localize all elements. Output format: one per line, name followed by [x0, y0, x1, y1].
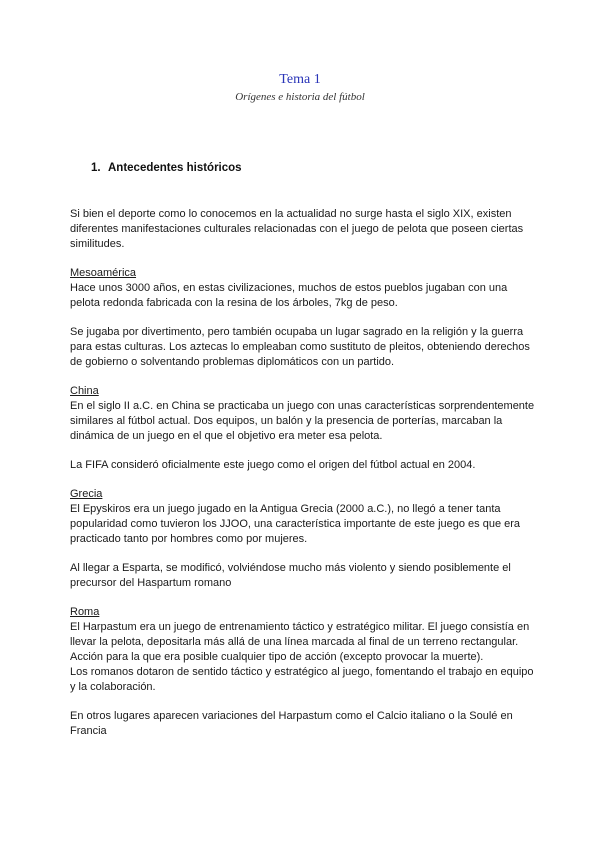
paragraph: La FIFA consideró oficialmente este juego como el origen del fútbol actual en 2004.	[70, 459, 476, 471]
document-title: Tema 1	[279, 72, 321, 87]
paragraph: Al llegar a Esparta, se modificó, volviéndose mucho más violento y siendo posiblemente el precursor del Haspartum romano	[70, 562, 511, 589]
document-subtitle: Orígenes e historia del fútbol	[235, 91, 365, 103]
paragraph: El Harpastum era un juego de entrenamiento táctico y estratégico militar. El juego consistía en llevar la pelota, depositarla más allá de una línea marcada al final de un terreno rectangular. Acción para la que era posible cualquier tipo de acción (excepto provocar la muerte).	[70, 621, 530, 663]
subheading-grecia: Grecia	[70, 488, 103, 500]
title-block	[0, 71, 600, 105]
paragraph: Hace unos 3000 años, en estas civilizaciones, muchos de estos pueblos jugaban con una pelota redonda fabricada con la resina de los árboles, 7kg de peso.	[70, 282, 508, 309]
section-heading	[91, 162, 242, 174]
paragraph: El Epyskiros era un juego jugado en la Antigua Grecia (2000 a.C.), no llegó a tener tanta popularidad como tuvieron los JJOO, una característica importante de este juego es que era practicado tanto por hombres como por mujeres.	[70, 503, 521, 545]
subheading-mesoamerica: Mesoamérica	[70, 267, 137, 279]
subheading-roma: Roma	[70, 606, 100, 618]
intro-paragraph: Si bien el deporte como lo conocemos en la actualidad no surge hasta el siglo XIX, existen diferentes manifestaciones culturales relacionadas con el juego de pelota que poseen ciertas similitudes.	[70, 208, 524, 250]
section-number: 1.	[91, 162, 101, 174]
document-body	[70, 207, 540, 753]
paragraph: Se jugaba por divertimento, pero también ocupaba un lugar sagrado en la religión y la guerra para estas culturas. Los aztecas lo empleaban como sustituto de pleitos, obteniendo derechos de gobierno o solventando problemas diplomáticos con un partido.	[70, 326, 530, 368]
paragraph: Los romanos dotaron de sentido táctico y estratégico al juego, fomentando el trabajo en equipo y la colaboración.	[70, 666, 534, 693]
subheading-china: China	[70, 385, 99, 397]
section-heading-text: Antecedentes históricos	[108, 162, 242, 174]
paragraph: En el siglo II a.C. en China se practicaba un juego con unas características sorprendentemente similares al fútbol actual. Dos equipos, un balón y la presencia de porterías, marcaban la dinámica de un juego en el que el objetivo era meter esa pelota.	[70, 400, 535, 442]
paragraph: En otros lugares aparecen variaciones del Harpastum como el Calcio italiano o la Soulé en Francia	[70, 710, 513, 737]
